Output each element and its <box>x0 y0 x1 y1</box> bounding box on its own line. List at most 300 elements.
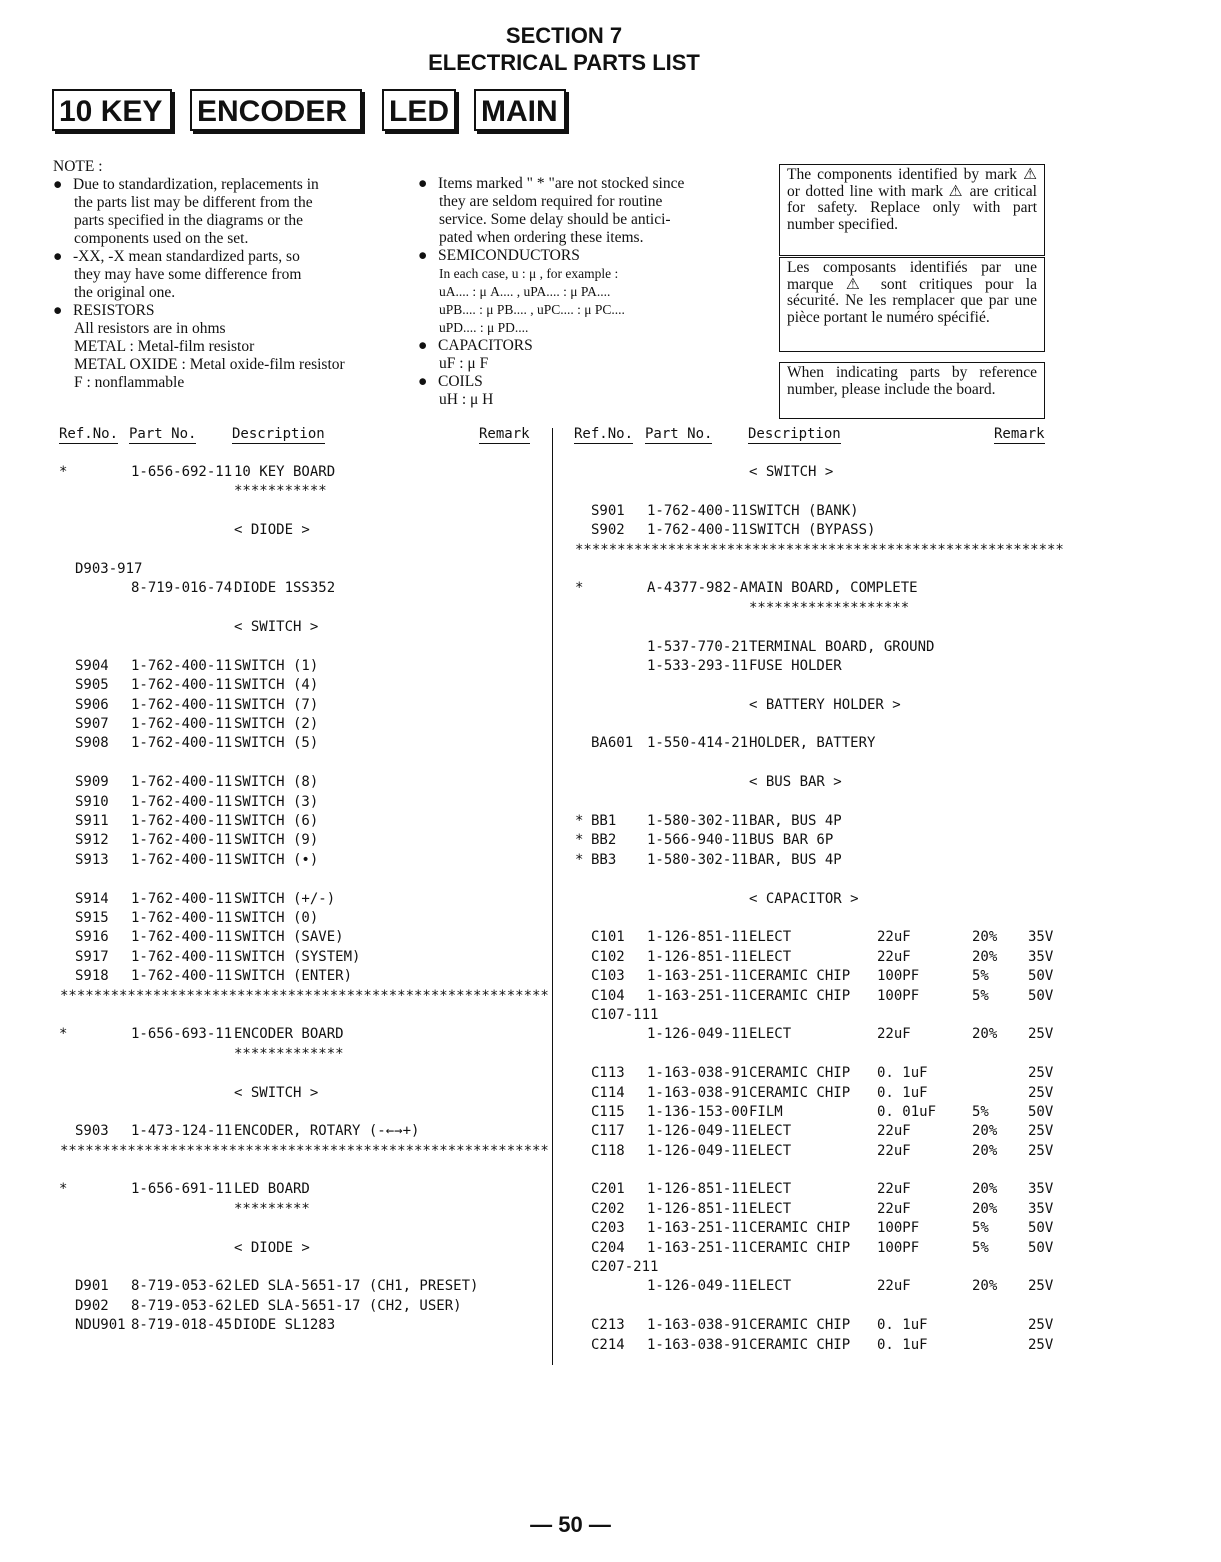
note-text: COILS <box>438 373 483 390</box>
cell-part: 1-126-049-11 <box>647 1278 749 1295</box>
cell-part: 1-762-400-11 <box>647 522 749 539</box>
cell-volt: 50V <box>1028 987 1054 1004</box>
header-ref-no: Ref.No. <box>574 426 634 442</box>
table-row <box>0 1103 1221 1122</box>
table-row <box>0 890 1221 909</box>
cell-part: 1-126-049-11 <box>647 1026 749 1043</box>
cell-volt: 50V <box>1028 1239 1054 1256</box>
cell-desc: FILM <box>749 1103 783 1120</box>
cell-part: 1-163-251-11 <box>647 1239 749 1256</box>
note-text: the parts list may be different from the <box>74 194 313 211</box>
cell-desc: < DIODE > <box>234 1239 310 1256</box>
cell-ref: S917 <box>75 948 109 965</box>
cell-desc: 10 KEY BOARD <box>234 464 336 480</box>
bullet-icon: ● <box>53 302 63 319</box>
header-remark: Remark <box>994 426 1045 442</box>
table-row <box>0 1180 1221 1199</box>
table-row <box>0 851 1221 870</box>
cell-part: 1-163-251-11 <box>647 1220 749 1237</box>
cell-part: 8-719-016-74 <box>131 580 233 597</box>
cell-val: 0. 1uF <box>877 1336 928 1353</box>
cell-desc: SWITCH (1) <box>234 657 319 674</box>
header-description: Description <box>748 426 841 442</box>
cell-part: 1-126-851-11 <box>647 948 749 965</box>
cell-ref: C114 <box>591 1084 625 1101</box>
cell-part: 1-126-049-11 <box>647 1123 749 1140</box>
cell-ref: S909 <box>75 774 109 791</box>
cell-ref: C117 <box>591 1123 625 1140</box>
cell-desc: SWITCH (•) <box>234 851 319 868</box>
cell-desc: ELECT <box>749 1278 792 1295</box>
bullet-icon: ● <box>418 337 428 354</box>
cell-ref: S905 <box>75 677 109 694</box>
cell-tol: 20% <box>972 1142 998 1159</box>
notes-left <box>53 158 345 392</box>
note-line <box>53 158 345 176</box>
table-row <box>0 482 1221 501</box>
cell-star: * <box>575 813 584 830</box>
reference-note: When indicating parts by reference number, please include the board. <box>779 362 1045 419</box>
cell-part: 1-762-400-11 <box>131 832 233 849</box>
cell-volt: 50V <box>1028 968 1054 985</box>
table-row <box>0 579 1221 598</box>
cell-desc: SWITCH (5) <box>234 735 319 752</box>
cell-part: 1-762-400-11 <box>131 851 233 868</box>
note-line <box>53 284 345 302</box>
note-text: NOTE : <box>53 158 103 175</box>
cell-val: 100PF <box>877 987 920 1004</box>
cell-part: 1-126-851-11 <box>647 929 749 946</box>
cell-desc: CERAMIC CHIP <box>749 1065 851 1082</box>
cell-desc: ENCODER BOARD <box>234 1026 344 1043</box>
cell-val: 0. 1uF <box>877 1065 928 1082</box>
cell-val: 0. 01uF <box>877 1103 937 1120</box>
cell-part: 1-656-693-11 <box>131 1026 233 1043</box>
table-row <box>0 521 1221 540</box>
note-line <box>53 302 345 320</box>
note-text: components used on the set. <box>74 230 249 247</box>
table-row <box>0 734 1221 753</box>
note-line <box>418 175 684 193</box>
cell-tol: 20% <box>972 948 998 965</box>
bullet-icon: ● <box>53 248 63 265</box>
cell-ref: C214 <box>591 1336 625 1353</box>
table-row <box>0 696 1221 715</box>
cell-desc: SWITCH (9) <box>234 832 319 849</box>
cell-tol: 20% <box>972 1278 998 1295</box>
cell-ref: C203 <box>591 1220 625 1237</box>
right-parts-table <box>0 463 1221 1355</box>
cell-part: 1-550-414-21 <box>647 735 749 752</box>
table-row <box>0 676 1221 695</box>
table-row <box>0 502 1221 521</box>
cell-desc: ELECT <box>749 1181 792 1198</box>
note-line <box>418 337 684 355</box>
note-line <box>418 265 684 283</box>
cell-ref: S901 <box>591 502 625 519</box>
cell-sep: ********************************************************** <box>575 541 1064 558</box>
tab-main: MAIN <box>474 89 566 131</box>
cell-desc: MAIN BOARD, COMPLETE <box>749 580 918 597</box>
cell-part: 1-762-400-11 <box>131 774 233 791</box>
cell-volt: 35V <box>1028 948 1054 965</box>
cell-desc: ********* <box>234 1200 310 1217</box>
note-text: the original one. <box>74 284 176 301</box>
cell-ref: S916 <box>75 929 109 946</box>
section-subtitle: ELECTRICAL PARTS LIST <box>428 50 700 75</box>
cell-tol: 5% <box>972 1220 989 1237</box>
notes-middle <box>418 175 684 409</box>
cell-desc: SWITCH (+/-) <box>234 890 336 907</box>
note-text: service. Some delay should be antici- <box>439 211 671 228</box>
cell-desc: < BUS BAR > <box>749 774 842 791</box>
cell-part: 8-719-018-45 <box>131 1317 233 1334</box>
note-line <box>418 301 684 319</box>
note-line <box>53 374 345 392</box>
cell-desc: < SWITCH > <box>749 464 834 480</box>
note-text: uA.... : μ A.... , uPA.... : μ PA.... <box>439 284 611 299</box>
table-row <box>0 1122 1221 1141</box>
note-text: uPD.... : μ PD.... <box>439 320 529 335</box>
cell-part: 1-762-400-11 <box>131 696 233 713</box>
cell-part: 1-762-400-11 <box>131 735 233 752</box>
table-row <box>0 754 1221 773</box>
note-line <box>418 373 684 391</box>
cell-ref: C101 <box>591 929 625 946</box>
cell-volt: 25V <box>1028 1317 1054 1334</box>
table-row <box>0 1297 1221 1316</box>
cell-part: A-4377-982-A <box>647 580 749 597</box>
cell-desc: < DIODE > <box>234 522 310 539</box>
cell-part: 1-656-692-11 <box>131 464 233 480</box>
cell-desc: SWITCH (3) <box>234 793 319 810</box>
cell-volt: 25V <box>1028 1336 1054 1353</box>
table-row <box>0 870 1221 889</box>
cell-ref: S914 <box>75 890 109 907</box>
cell-volt: 25V <box>1028 1142 1054 1159</box>
cell-desc: BAR, BUS 4P <box>749 813 842 830</box>
bullet-icon: ● <box>418 247 428 264</box>
cell-desc: DIODE 1SS352 <box>234 580 336 597</box>
cell-val: 22uF <box>877 1181 911 1198</box>
note-text: they may have some difference from <box>74 266 302 283</box>
note-line <box>53 320 345 338</box>
note-text: parts specified in the diagrams or the <box>74 212 303 229</box>
cell-volt: 25V <box>1028 1026 1054 1043</box>
cell-ref: S918 <box>75 968 109 985</box>
table-row <box>0 715 1221 734</box>
note-line <box>53 356 345 374</box>
cell-desc: *********** <box>234 483 327 500</box>
cell-part: 1-473-124-11 <box>131 1123 233 1140</box>
table-row <box>0 1336 1221 1355</box>
table-row <box>0 1277 1221 1296</box>
cell-part: 1-163-038-91 <box>647 1336 749 1353</box>
cell-desc: FUSE HOLDER <box>749 657 842 674</box>
table-row <box>0 793 1221 812</box>
table-row <box>0 1142 1221 1161</box>
cell-desc: ELECT <box>749 1200 792 1217</box>
cell-ref: C104 <box>591 987 625 1004</box>
cell-part: 1-762-400-11 <box>131 948 233 965</box>
cell-desc: CERAMIC CHIP <box>749 1220 851 1237</box>
header-description: Description <box>232 426 325 442</box>
cell-val: 22uF <box>877 1026 911 1043</box>
cell-ref: C118 <box>591 1142 625 1159</box>
cell-ref: C113 <box>591 1065 625 1082</box>
note-line <box>53 212 345 230</box>
cell-volt: 25V <box>1028 1278 1054 1295</box>
cell-star: * <box>575 580 584 597</box>
cell-desc: LED SLA-5651-17 (CH2, USER) <box>234 1297 462 1314</box>
table-row <box>0 1084 1221 1103</box>
table-row <box>0 1006 1221 1025</box>
note-line <box>418 355 684 373</box>
table-row <box>0 948 1221 967</box>
cell-part: 1-163-251-11 <box>647 968 749 985</box>
cell-desc: ENCODER, ROTARY (-←→+) <box>234 1123 420 1140</box>
cell-ref: S906 <box>75 696 109 713</box>
cell-ref: D903-917 <box>75 560 143 577</box>
note-line <box>418 319 684 337</box>
cell-ref: D901 <box>75 1278 109 1295</box>
cell-ref: BA601 <box>591 735 634 752</box>
cell-desc: SWITCH (2) <box>234 716 319 733</box>
cell-part: 1-537-770-21 <box>647 638 749 655</box>
cell-ref: C103 <box>591 968 625 985</box>
table-row <box>0 812 1221 831</box>
cell-volt: 25V <box>1028 1065 1054 1082</box>
cell-sep: ********************************************************** <box>60 1142 549 1159</box>
table-row <box>0 463 1221 482</box>
cell-tol: 20% <box>972 929 998 946</box>
cell-part: 1-163-251-11 <box>647 987 749 1004</box>
table-row <box>0 1239 1221 1258</box>
cell-desc: SWITCH (7) <box>234 696 319 713</box>
note-text: SEMICONDUCTORS <box>438 247 580 264</box>
cell-desc: CERAMIC CHIP <box>749 968 851 985</box>
cell-desc: ELECT <box>749 1142 792 1159</box>
note-line <box>53 266 345 284</box>
section-heading <box>0 22 1128 76</box>
cell-star: * <box>59 1026 68 1043</box>
cell-desc: SWITCH (SAVE) <box>234 929 344 946</box>
cell-desc: < CAPACITOR > <box>749 890 859 907</box>
bullet-icon: ● <box>418 175 428 192</box>
cell-val: 22uF <box>877 1200 911 1217</box>
note-line <box>418 211 684 229</box>
note-text: Due to standardization, replacements in <box>73 176 319 193</box>
cell-desc: CERAMIC CHIP <box>749 1239 851 1256</box>
cell-ref: BB2 <box>591 832 617 849</box>
cell-part: 8-719-053-62 <box>131 1278 233 1295</box>
cell-ref: C204 <box>591 1239 625 1256</box>
cell-desc: SWITCH (4) <box>234 677 319 694</box>
table-row <box>0 1219 1221 1238</box>
header-ref-no: Ref.No. <box>59 426 119 442</box>
cell-desc: SWITCH (8) <box>234 774 319 791</box>
table-row <box>0 1161 1221 1180</box>
cell-part: 1-762-400-11 <box>131 793 233 810</box>
cell-val: 100PF <box>877 1239 920 1256</box>
table-row <box>0 987 1221 1006</box>
safety-notice-english: The components identified by mark ⚠ or dotted line with mark ⚠ are critical for safety. Replace only with part number specified. <box>779 164 1045 256</box>
cell-tol: 5% <box>972 968 989 985</box>
safety-notice-french: Les composants identifiés par une marque ⚠ sont critiques pour la sécurité. Ne les remplacer que par une pièce portant le numéro spécifié. <box>779 257 1045 352</box>
cell-volt: 35V <box>1028 929 1054 946</box>
cell-desc: < SWITCH > <box>234 1084 319 1101</box>
cell-desc: < BATTERY HOLDER > <box>749 696 901 713</box>
cell-desc: SWITCH (6) <box>234 813 319 830</box>
cell-val: 0. 1uF <box>877 1317 928 1334</box>
cell-ref: C213 <box>591 1317 625 1334</box>
cell-desc: ELECT <box>749 948 792 965</box>
cell-ref: S915 <box>75 909 109 926</box>
bullet-icon: ● <box>53 176 63 193</box>
note-line <box>53 338 345 356</box>
note-text: METAL : Metal-film resistor <box>74 338 255 355</box>
cell-ref: S907 <box>75 716 109 733</box>
cell-part: 1-566-940-11 <box>647 832 749 849</box>
cell-tol: 5% <box>972 1239 989 1256</box>
cell-ref: C207-211 <box>591 1259 659 1276</box>
table-row <box>0 773 1221 792</box>
cell-ref: S902 <box>591 522 625 539</box>
cell-volt: 25V <box>1028 1123 1054 1140</box>
header-part-no: Part No. <box>645 426 713 442</box>
cell-part: 1-580-302-11 <box>647 813 749 830</box>
cell-ref: NDU901 <box>75 1317 126 1334</box>
cell-sep: ********************************************************** <box>60 987 549 1004</box>
cell-desc: SWITCH (BANK) <box>749 502 859 519</box>
tab-led: LED <box>382 89 456 131</box>
note-line <box>418 193 684 211</box>
cell-ref: C202 <box>591 1200 625 1217</box>
cell-part: 1-580-302-11 <box>647 851 749 868</box>
note-text: uF : μ F <box>439 355 489 372</box>
cell-volt: 50V <box>1028 1103 1054 1120</box>
cell-part: 1-126-851-11 <box>647 1181 749 1198</box>
page-number: — 50 — <box>530 1512 611 1537</box>
cell-desc: ELECT <box>749 929 792 946</box>
cell-val: 0. 1uF <box>877 1084 928 1101</box>
cell-desc: SWITCH (0) <box>234 909 319 926</box>
note-text: they are seldom required for routine <box>439 193 663 210</box>
cell-ref: S904 <box>75 657 109 674</box>
cell-ref: S910 <box>75 793 109 810</box>
cell-part: 1-163-038-91 <box>647 1065 749 1082</box>
cell-ref: C102 <box>591 948 625 965</box>
cell-val: 22uF <box>877 948 911 965</box>
note-text: METAL OXIDE : Metal oxide-film resistor <box>74 356 345 373</box>
cell-part: 1-762-400-11 <box>131 909 233 926</box>
table-row <box>0 831 1221 850</box>
cell-val: 22uF <box>877 1123 911 1140</box>
cell-desc: BAR, BUS 4P <box>749 851 842 868</box>
note-line <box>53 230 345 248</box>
cell-part: 1-656-691-11 <box>131 1181 233 1198</box>
note-line <box>53 248 345 266</box>
cell-tol: 20% <box>972 1200 998 1217</box>
cell-desc: ******************* <box>749 599 910 616</box>
cell-desc: TERMINAL BOARD, GROUND <box>749 638 935 655</box>
cell-val: 100PF <box>877 1220 920 1237</box>
table-row <box>0 541 1221 560</box>
cell-desc: CERAMIC CHIP <box>749 1336 851 1353</box>
table-row <box>0 967 1221 986</box>
cell-part: 1-126-049-11 <box>647 1142 749 1159</box>
cell-part: 1-762-400-11 <box>131 716 233 733</box>
note-line <box>418 229 684 247</box>
cell-desc: SWITCH (BYPASS) <box>749 522 876 539</box>
cell-ref: S908 <box>75 735 109 752</box>
bullet-icon: ● <box>418 373 428 390</box>
cell-desc: LED BOARD <box>234 1181 310 1198</box>
cell-part: 1-126-851-11 <box>647 1200 749 1217</box>
cell-tol: 5% <box>972 987 989 1004</box>
note-text: pated when ordering these items. <box>439 229 644 246</box>
table-row <box>0 1064 1221 1083</box>
header-remark: Remark <box>479 426 530 442</box>
note-text: Items marked " * "are not stocked since <box>438 175 685 192</box>
cell-desc: CERAMIC CHIP <box>749 987 851 1004</box>
cell-star: * <box>59 1181 68 1198</box>
cell-val: 100PF <box>877 968 920 985</box>
table-row <box>0 657 1221 676</box>
section-title: SECTION 7 <box>505 23 623 48</box>
cell-part: 1-163-038-91 <box>647 1317 749 1334</box>
table-row <box>0 1316 1221 1335</box>
cell-part: 1-762-400-11 <box>131 890 233 907</box>
cell-ref: D902 <box>75 1297 109 1314</box>
cell-ref: S911 <box>75 813 109 830</box>
cell-part: 1-163-038-91 <box>647 1084 749 1101</box>
cell-part: 1-762-400-11 <box>131 677 233 694</box>
table-row <box>0 928 1221 947</box>
note-line <box>53 176 345 194</box>
note-text: RESISTORS <box>73 302 155 319</box>
cell-val: 22uF <box>877 1142 911 1159</box>
cell-part: 1-533-293-11 <box>647 657 749 674</box>
header-part-no: Part No. <box>129 426 197 442</box>
table-row <box>0 560 1221 579</box>
tab-10-key: 10 KEY <box>52 89 172 131</box>
cell-desc: ELECT <box>749 1026 792 1043</box>
cell-part: 1-762-400-11 <box>131 813 233 830</box>
cell-ref: S912 <box>75 832 109 849</box>
note-line <box>53 194 345 212</box>
cell-desc: HOLDER, BATTERY <box>749 735 876 752</box>
cell-desc: LED SLA-5651-17 (CH1, PRESET) <box>234 1278 479 1295</box>
cell-ref: BB1 <box>591 813 617 830</box>
cell-part: 1-762-400-11 <box>131 657 233 674</box>
cell-ref: S903 <box>75 1123 109 1140</box>
cell-ref: S913 <box>75 851 109 868</box>
table-row <box>0 1258 1221 1277</box>
note-text: In each case, u : μ , for example : <box>439 266 619 281</box>
cell-tol: 20% <box>972 1123 998 1140</box>
note-line <box>418 283 684 301</box>
cell-desc: ************* <box>234 1045 344 1062</box>
cell-ref: C115 <box>591 1103 625 1120</box>
cell-part: 1-762-400-11 <box>131 929 233 946</box>
cell-desc: CERAMIC CHIP <box>749 1084 851 1101</box>
cell-desc: ELECT <box>749 1123 792 1140</box>
note-text: uH : μ H <box>439 391 494 408</box>
cell-part: 1-762-400-11 <box>647 502 749 519</box>
cell-desc: SWITCH (SYSTEM) <box>234 948 361 965</box>
table-row <box>0 618 1221 637</box>
